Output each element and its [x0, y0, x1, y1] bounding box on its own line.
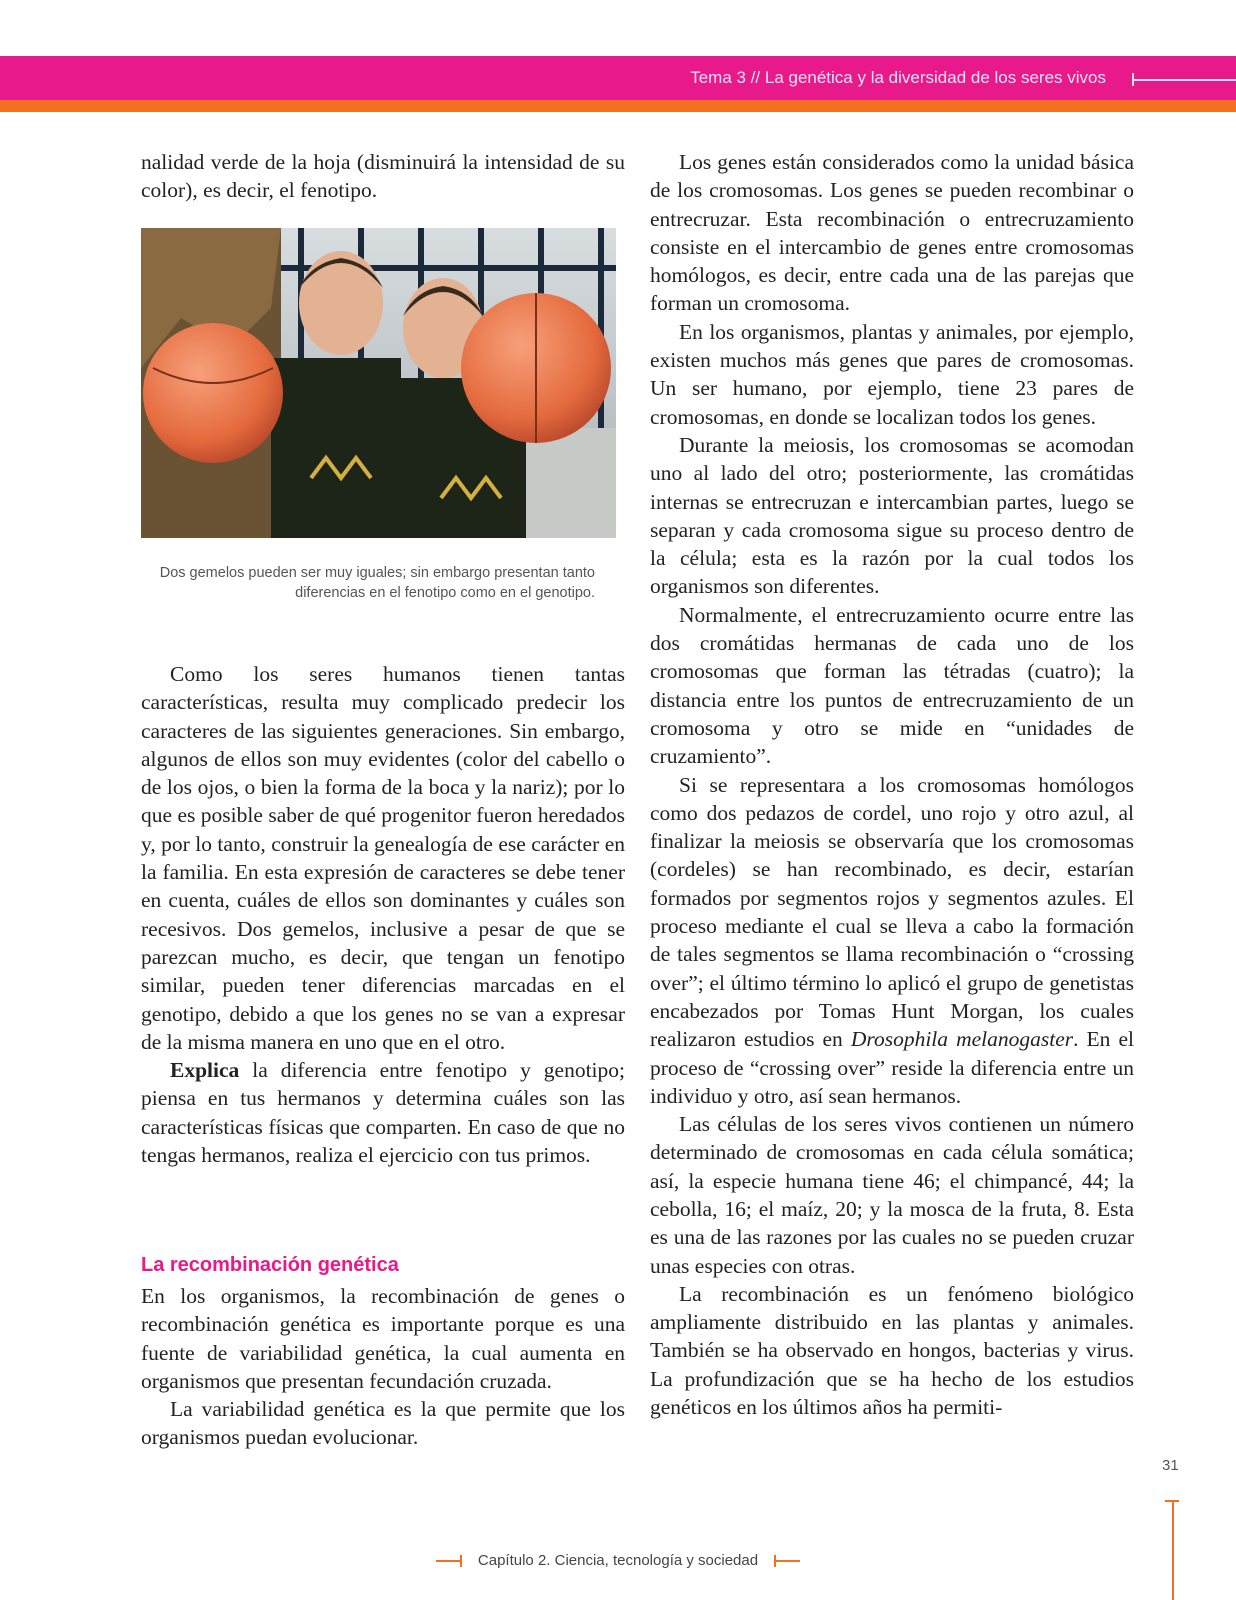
photo-caption: Dos gemelos pueden ser muy iguales; sin embargo presentan tanto diferencias en el fenotipo como en el genotipo. [159, 565, 595, 601]
left-column-section [141, 1282, 625, 1452]
section-paragraph-2: La variabilidad genética es la que permite que los organismos puedan evolucionar. [141, 1397, 625, 1450]
explica-keyword: Explica [170, 1058, 240, 1083]
footer-rule-left [436, 1560, 462, 1562]
right-paragraph-7: La recombinación es un fenómeno biológico ampliamente distribuido en las plantas y animales. También se ha observado en hongos, bacterias y virus. La profundización que se ha hecho de los estudios genéticos en los últimos años ha permiti- [650, 1281, 1134, 1420]
right-paragraph-6: Las células de los seres vivos contienen un número determinado de cromosomas en cada célula somática; así, la especie humana tiene 46; el chimpancé, 44; la cebolla, 16; el maíz, 20; y la mosca de la fruta, 8. Esta es una de las razones por las cuales no se pueden cruzar unas especies con otras. [650, 1112, 1134, 1278]
footer [0, 1552, 1236, 1569]
right-paragraph-5-b: . En el proceso de “crossing over” reside la diferencia entre un individuo y otro, así sean hermanos. [650, 1027, 1135, 1108]
twins-photo [141, 228, 616, 538]
right-paragraph-5 [650, 771, 1134, 1111]
margin-rule [1172, 1500, 1174, 1600]
footer-subtitle: Ciencia, tecnología y sociedad [550, 1552, 759, 1569]
header-rule [1133, 79, 1236, 81]
header-accent-band [0, 100, 1236, 112]
left-column-body [141, 660, 625, 1169]
intro-paragraph: nalidad verde de la hoja (disminuirá la intensidad de su color), es decir, el fenotipo. [141, 150, 625, 203]
page-number: 31 [1162, 1457, 1179, 1474]
footer-chapter: Capítulo 2. [477, 1552, 551, 1569]
right-paragraph-4: Normalmente, el entrecruzamiento ocurre entre las dos cromátidas hermanas de cada uno de los cromosomas que forman las tétradas (cuatro); la distancia entre los puntos de entrecruzamiento de un cromosoma y otro se mide en “unidades de cruzamiento”. [650, 602, 1134, 769]
body-paragraph-2-text: la diferencia entre fenotipo y genotipo; piensa en tus hermanos y determina cuáles son las características físicas que comparten. En caso de que no tengas hermanos, realiza el ejercicio con tus primos. [141, 1058, 625, 1168]
right-paragraph-5-a: Si se representara a los cromosomas homólogos como dos pedazos de cordel, uno rojo y otro azul, al finalizar la meiosis se observaría que los cromosomas (cordeles) se han recombinado, es decir, estarían formados por segmentos rojos y segmentos azules. El proceso mediante el cual se lleva a cabo la formación de tales segmentos se llama recombinación o “crossing over”; el último término lo aplicó el grupo de genetistas encabezados por Tomas Hunt Morgan, los cuales realizaron estudios en [650, 772, 1134, 1052]
body-paragraph-1: Como los seres humanos tienen tantas características, resulta muy complicado predecir los caracteres de las siguientes generaciones. Sin embargo, algunos de ellos son muy evidentes (color del cabello o de los ojos, o bien la forma de la boca y la nariz); por lo que es posible saber de qué progenitor fueron heredados y, por lo tanto, construir la genealogía de ese carácter en la familia. En esta expresión de caracteres se debe tener en cuenta, cuáles de ellos son dominantes y cuáles son recesivos. Dos gemelos, inclusive a pesar de que se parezcan mucho, es decir, que tengan un fenotipo similar, pueden tener diferencias marcadas en el genotipo, debido a que los genes no se van a expresar de la misma manera en uno que en el otro. [141, 662, 625, 1054]
footer-rule-right [774, 1560, 800, 1562]
right-column [650, 148, 1134, 1421]
right-paragraph-2: En los organismos, plantas y animales, por ejemplo, existen muchos más genes que pares de cromosomas. Un ser humano, por ejemplo, tiene 23 pares de cromosomas, en donde se localizan todos los genes. [650, 319, 1134, 429]
left-column-intro [141, 148, 625, 205]
species-name: Drosophila melanogaster [850, 1027, 1074, 1052]
body-paragraph-2 [141, 1056, 625, 1169]
right-paragraph-1: Los genes están considerados como la unidad básica de los cromosomas. Los genes se pueden recombinar o entrecruzar. Esta recombinación o entrecruzamiento consiste en el intercambio de genes entre cromosomas homólogos, es decir, entre cada una de las parejas que forman un cromosoma. [650, 150, 1134, 316]
twins-photo-illustration [141, 228, 616, 538]
header-title: Tema 3 // La genética y la diversidad de los seres vivos [690, 68, 1106, 87]
section-paragraph-1: En los organismos, la recombinación de genes o recombinación genética es importante porque es una fuente de variabilidad genética, la cual aumenta en organismos que presentan fecundación cruzada. [141, 1284, 625, 1393]
section-heading: La recombinación genética [141, 1254, 399, 1276]
right-paragraph-3: Durante la meiosis, los cromosomas se acomodan uno al lado del otro; posteriormente, las cromátidas internas se entrecruzan e intercambian partes, luego se separan y cada cromosoma sigue su proceso dentro de la célula; esta es la razón por la cual todos los organismos son diferentes. [650, 432, 1134, 599]
